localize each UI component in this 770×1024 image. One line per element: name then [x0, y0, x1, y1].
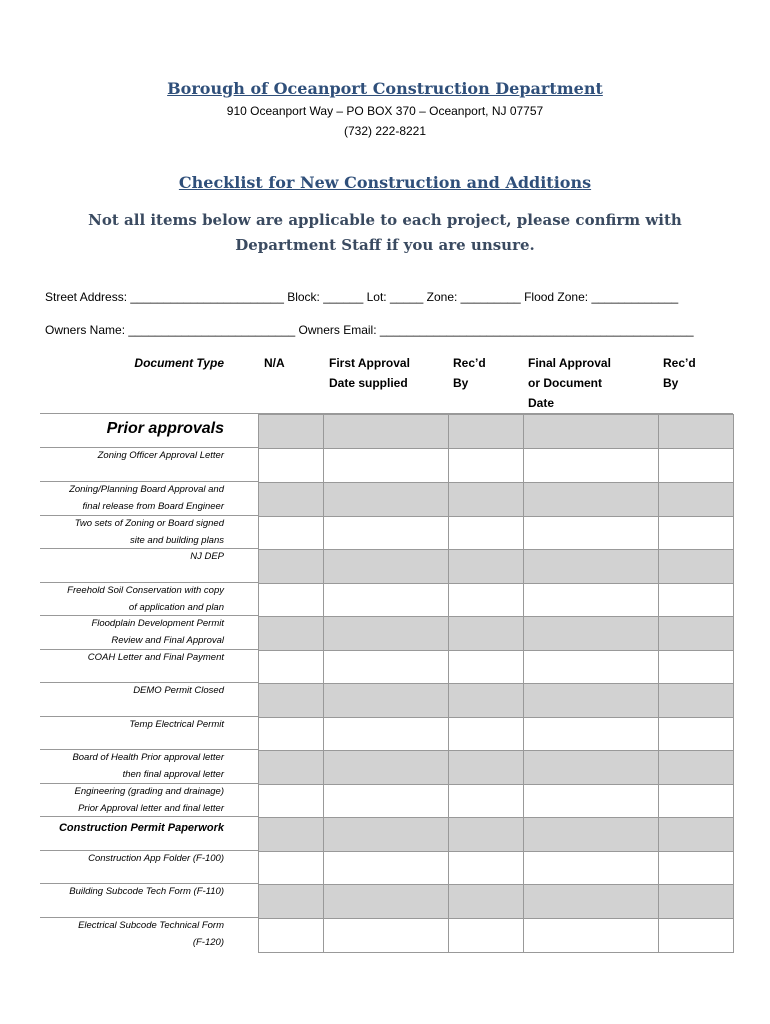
row-label: [40, 750, 258, 784]
table-row: [259, 718, 734, 751]
row-label-text: Construction Permit Paperwork: [58, 822, 224, 834]
address-fields-line[interactable]: Street Address: _______________________ Block: ______ Lot: _____ Zone: _________ Flood Zone: _____________: [45, 290, 679, 304]
col-header-final-approval-line3: Date: [528, 396, 555, 410]
cell-recd-by[interactable]: [449, 617, 524, 651]
cell-na[interactable]: [259, 449, 324, 483]
org-title: Borough of Oceanport Construction Department: [167, 79, 603, 98]
cell-na[interactable]: [259, 483, 324, 517]
cell-final-approval[interactable]: [524, 584, 659, 617]
row-label-text: Zoning Officer Approval Letter: [97, 450, 224, 461]
cell-na[interactable]: [259, 751, 324, 785]
cell-final-approval[interactable]: [524, 818, 659, 852]
cell-na[interactable]: [259, 651, 324, 684]
cell-recd-by[interactable]: [659, 684, 734, 718]
row-label-text: then final approval letter: [122, 768, 224, 780]
cell-final-approval[interactable]: [524, 785, 659, 818]
row-label-text: Construction App Folder (F-100): [88, 853, 224, 864]
table-row: [259, 415, 734, 449]
cell-na[interactable]: [259, 550, 324, 584]
cell-recd-by[interactable]: [659, 751, 734, 785]
col-header-na: N/A: [264, 356, 285, 370]
cell-recd-by[interactable]: [659, 415, 734, 449]
cell-recd-by[interactable]: [659, 852, 734, 885]
table-row: [259, 885, 734, 919]
cell-recd-by[interactable]: [659, 584, 734, 617]
table-row: [259, 751, 734, 785]
cell-recd-by[interactable]: [449, 517, 524, 550]
row-label: [40, 884, 258, 918]
cell-recd-by[interactable]: [449, 684, 524, 718]
row-label: [40, 616, 258, 650]
cell-first-approval[interactable]: [324, 919, 449, 953]
cell-recd-by[interactable]: [449, 550, 524, 584]
cell-first-approval[interactable]: [324, 818, 449, 852]
col-header-first-approval-line1: First Approval: [329, 356, 410, 370]
cell-first-approval[interactable]: [324, 684, 449, 718]
cell-na[interactable]: [259, 584, 324, 617]
col-header-recd-2-line2: By: [663, 376, 679, 390]
cell-first-approval[interactable]: [324, 449, 449, 483]
row-label: [40, 482, 258, 516]
table-row: [259, 517, 734, 550]
cell-na[interactable]: [259, 684, 324, 718]
col-header-final-approval-line2: or Document: [528, 376, 603, 390]
cell-na[interactable]: [259, 415, 324, 449]
row-label: [40, 918, 258, 952]
row-label-construction-permit: [40, 817, 258, 851]
cell-na[interactable]: [259, 617, 324, 651]
table-row: [259, 684, 734, 718]
row-label-text: Prior approvals: [106, 420, 224, 437]
cell-first-approval[interactable]: [324, 885, 449, 919]
row-label: [40, 516, 258, 549]
cell-recd-by[interactable]: [659, 651, 734, 684]
cell-final-approval[interactable]: [524, 751, 659, 785]
col-header-recd-1: [453, 353, 486, 393]
cell-first-approval[interactable]: [324, 751, 449, 785]
row-label-prior-approvals: [40, 414, 258, 448]
row-label-text: COAH Letter and Final Payment: [87, 652, 224, 663]
org-phone: (732) 222-8221: [343, 124, 427, 138]
row-label: [40, 851, 258, 884]
col-header-document-type: Document Type: [134, 356, 224, 370]
cell-na[interactable]: [259, 919, 324, 953]
row-label-text: site and building plans: [129, 534, 224, 546]
cell-final-approval[interactable]: [524, 684, 659, 718]
row-label: [40, 683, 258, 717]
cell-first-approval[interactable]: [324, 415, 449, 449]
cell-recd-by[interactable]: [449, 584, 524, 617]
cell-na[interactable]: [259, 517, 324, 550]
cell-na[interactable]: [259, 718, 324, 751]
notice-text: Not all items below are applicable to each project, please confirm with Department Staff if you are unsure.: [88, 211, 682, 254]
row-label-text: Prior Approval letter and final letter: [78, 802, 224, 814]
cell-recd-by[interactable]: [449, 818, 524, 852]
row-label: [40, 717, 258, 750]
table-row: [259, 449, 734, 483]
table-row: [259, 818, 734, 852]
cell-recd-by[interactable]: [449, 449, 524, 483]
col-header-final-approval-line1: Final Approval: [528, 356, 611, 370]
row-label-text: final release from Board Engineer: [82, 500, 224, 512]
table-row: [259, 785, 734, 818]
cell-final-approval[interactable]: [524, 852, 659, 885]
row-label-text: Engineering (grading and drainage): [74, 786, 224, 797]
cell-recd-by[interactable]: [659, 449, 734, 483]
cell-recd-by[interactable]: [659, 718, 734, 751]
row-label: [40, 549, 258, 583]
cell-first-approval[interactable]: [324, 617, 449, 651]
cell-recd-by[interactable]: [659, 617, 734, 651]
cell-na[interactable]: [259, 852, 324, 885]
cell-first-approval[interactable]: [324, 718, 449, 751]
cell-na[interactable]: [259, 818, 324, 852]
cell-recd-by[interactable]: [449, 885, 524, 919]
cell-final-approval[interactable]: [524, 517, 659, 550]
col-header-first-approval: [329, 353, 439, 393]
cell-recd-by[interactable]: [449, 785, 524, 818]
cell-final-approval[interactable]: [524, 885, 659, 919]
cell-recd-by[interactable]: [449, 919, 524, 953]
cell-final-approval[interactable]: [524, 651, 659, 684]
cell-recd-by[interactable]: [659, 483, 734, 517]
row-label-text: Zoning/Planning Board Approval and: [69, 484, 224, 495]
table-row: [259, 919, 734, 953]
cell-recd-by[interactable]: [659, 550, 734, 584]
cell-recd-by[interactable]: [659, 818, 734, 852]
cell-first-approval[interactable]: [324, 785, 449, 818]
table-row: [259, 651, 734, 684]
table-row: [259, 617, 734, 651]
cell-recd-by[interactable]: [449, 415, 524, 449]
cell-recd-by[interactable]: [659, 785, 734, 818]
cell-first-approval[interactable]: [324, 852, 449, 885]
row-label-text: of application and plan: [128, 601, 224, 613]
org-address: 910 Oceanport Way – PO BOX 370 – Oceanport, NJ 07757: [226, 104, 544, 118]
cell-recd-by[interactable]: [659, 517, 734, 550]
col-header-recd-2: [663, 353, 696, 393]
checklist-grid: [258, 414, 734, 953]
cell-final-approval[interactable]: [524, 550, 659, 584]
cell-first-approval[interactable]: [324, 517, 449, 550]
row-label-text: Building Subcode Tech Form (F-110): [69, 886, 224, 897]
row-label-text: Review and Final Approval: [111, 634, 224, 646]
cell-recd-by[interactable]: [449, 483, 524, 517]
cell-first-approval[interactable]: [324, 651, 449, 684]
cell-recd-by[interactable]: [449, 852, 524, 885]
cell-recd-by[interactable]: [449, 718, 524, 751]
row-label: [40, 784, 258, 817]
col-header-recd-1-line2: By: [453, 376, 469, 390]
cell-final-approval[interactable]: [524, 415, 659, 449]
col-header-final-approval: [528, 353, 638, 413]
cell-final-approval[interactable]: [524, 718, 659, 751]
row-label-text: Freehold Soil Conservation with copy: [67, 585, 224, 596]
row-label-text: NJ DEP: [190, 551, 224, 562]
cell-recd-by[interactable]: [659, 919, 734, 953]
row-label-text: (F-120): [192, 936, 224, 948]
cell-first-approval[interactable]: [324, 483, 449, 517]
row-label-text: Floodplain Development Permit: [91, 618, 224, 629]
row-label: [40, 583, 258, 616]
row-label-text: Board of Health Prior approval letter: [72, 752, 224, 763]
cell-na[interactable]: [259, 785, 324, 818]
owner-fields-line[interactable]: Owners Name: _________________________ Owners Email: _______________________________________________: [45, 323, 694, 337]
row-label-text: Temp Electrical Permit: [129, 719, 224, 730]
cell-final-approval[interactable]: [524, 483, 659, 517]
cell-first-approval[interactable]: [324, 584, 449, 617]
cell-first-approval[interactable]: [324, 550, 449, 584]
cell-recd-by[interactable]: [449, 751, 524, 785]
cell-recd-by[interactable]: [659, 885, 734, 919]
col-header-recd-2-line1: Rec’d: [663, 356, 696, 370]
row-labels: [40, 414, 258, 952]
col-header-first-approval-line2: Date supplied: [329, 376, 408, 390]
checklist-title: Checklist for New Construction and Additions: [178, 173, 592, 192]
col-header-recd-1-line1: Rec’d: [453, 356, 486, 370]
table-row: [259, 550, 734, 584]
table-row: [259, 584, 734, 617]
row-label: [40, 650, 258, 683]
row-label-text: Two sets of Zoning or Board signed: [74, 518, 224, 529]
cell-na[interactable]: [259, 885, 324, 919]
cell-recd-by[interactable]: [449, 651, 524, 684]
cell-final-approval[interactable]: [524, 919, 659, 953]
cell-final-approval[interactable]: [524, 449, 659, 483]
row-label-text: Electrical Subcode Technical Form: [78, 920, 224, 931]
table-row: [259, 852, 734, 885]
row-label-text: DEMO Permit Closed: [133, 685, 224, 696]
cell-final-approval[interactable]: [524, 617, 659, 651]
row-label: [40, 448, 258, 482]
table-row: [259, 483, 734, 517]
